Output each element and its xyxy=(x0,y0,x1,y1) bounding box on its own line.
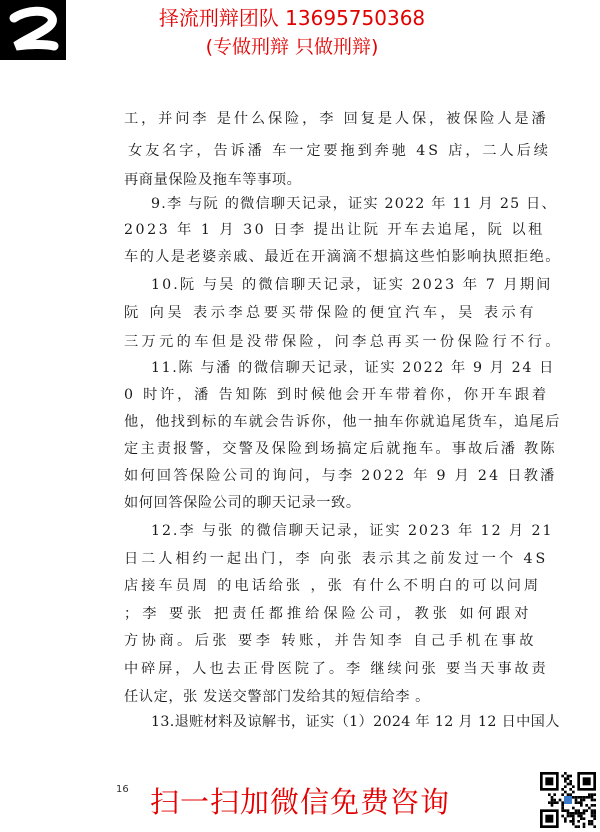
qr-code xyxy=(540,772,596,828)
document-line: 定主责报警，交警及保险到场搞定后就拖车。事故后潘 教陈 xyxy=(124,441,557,457)
document-line: 0 时许，潘 告知陈 到时候他会开车带着你，你开车跟着 xyxy=(124,387,549,403)
document-line: 12.李 与张 的微信聊天记录，证实 2023 年 12 月 21 xyxy=(151,523,554,539)
document-line: 任认定，张 发送交警部门发给其的短信给李 。 xyxy=(124,689,430,705)
document-line: 中碎屏，人也去正骨医院了。李 继续问张 要当天事故责 xyxy=(124,661,549,677)
contact-banner xyxy=(112,4,472,62)
document-line: 10.阮 与吴 的微信聊天记录，证实 2023 年 7 月期间 xyxy=(151,277,553,293)
document-line: 方协商。后张 要李 转账，并告知李 自己手机在事故 xyxy=(124,633,537,649)
brand-logo xyxy=(0,0,66,60)
document-line: 2023 年 1 月 30 日李 提出让阮 开车去追尾，阮 以租 xyxy=(124,222,545,238)
document-line: 三万元的车但是没带保险，问李总再买一份保险行不行。 xyxy=(124,334,563,350)
document-line: 女友名字，告诉潘 车一定要拖到奔驰 4S 店，二人后续 xyxy=(128,143,551,159)
document-line: 13.退赃材料及谅解书，证实（1）2024 年 12 月 12 日中国人 xyxy=(151,714,560,730)
wechat-cta: 扫一扫加微信免费咨询 xyxy=(149,785,450,819)
document-line: 店接车员周 的电话给张 ，张 有什么不明白的可以问周 xyxy=(124,578,542,594)
document-line: 他，他找到标的车就会告诉你，他一抽车你就追尾货车，追尾后 xyxy=(124,414,561,430)
banner-subtitle: (专做刑辩 只做刑辩) xyxy=(205,36,379,58)
document-line: 如何回答保险公司的聊天记录一致。 xyxy=(124,495,361,511)
document-line: 工，并问李 是什么保险，李 回复是人保，被保险人是潘 xyxy=(124,111,549,127)
page-number: 16 xyxy=(116,784,129,795)
document-line: 车的人是老婆亲戚、最近在开滴滴不想搞这些怕影响执照拒绝。 xyxy=(124,249,561,265)
banner-title: 择流刑辩团队 13695750368 xyxy=(158,6,426,30)
document-line: 9.李 与阮 的微信聊天记录，证实 2022 年 11 月 25 日、 xyxy=(151,196,557,212)
document-line: 日二人相约一起出门，李 向张 表示其之前发过一个 4S xyxy=(124,551,549,567)
document-line: 再商量保险及拖车等事项。 xyxy=(124,172,302,188)
document-line: ；李 要张 把责任都推给保险公司，教张 如何跟对 xyxy=(124,606,533,622)
document-line: 如何回答保险公司的询问，与李 2022 年 9 月 24 日教潘 xyxy=(124,468,557,484)
document-line: 11.陈 与潘 的微信聊天记录，证实 2022 年 9 月 24 日 xyxy=(151,360,555,376)
document-line: 阮 向吴 表示李总要买带保险的便宜汽车，吴 表示有 xyxy=(124,305,537,321)
